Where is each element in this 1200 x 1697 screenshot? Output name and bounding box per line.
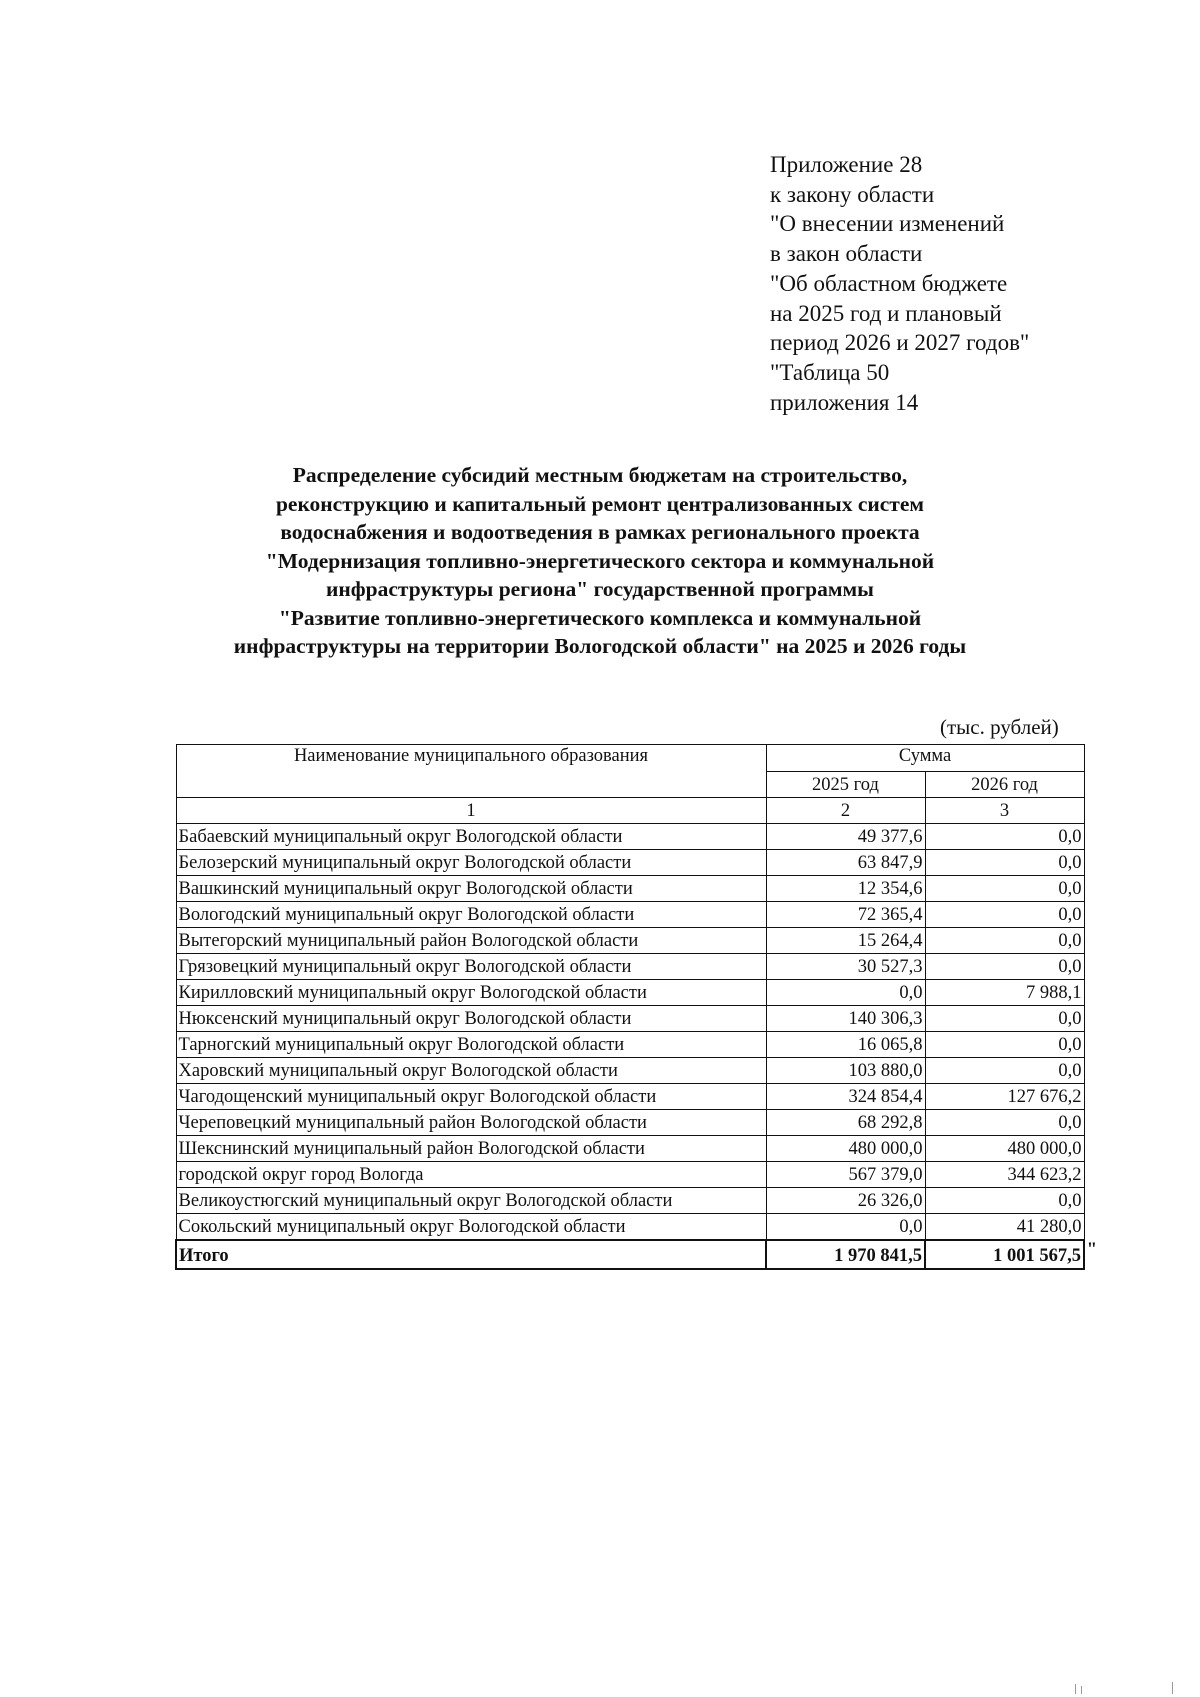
- title-line: "Модернизация топливно-энергетического сектора и коммунальной: [265, 548, 935, 573]
- municipality-name-cell: Вашкинский муниципальный округ Вологодской области: [176, 876, 766, 902]
- amount-2025-cell: 49 377,6: [766, 824, 925, 850]
- total-label: Итого: [176, 1240, 766, 1269]
- table-row: [176, 824, 1084, 850]
- total-2026-value: 1 001 567,5: [993, 1246, 1082, 1266]
- title-line: "Развитие топливно-энергетического комплекса и коммунальной: [278, 605, 922, 630]
- appendix-line: в закон области: [770, 241, 923, 267]
- table-row: [176, 1032, 1084, 1058]
- amount-2026-cell: 480 000,0: [925, 1136, 1084, 1162]
- table-row: [176, 1188, 1084, 1214]
- amount-2026-cell: 0,0: [925, 1058, 1084, 1084]
- amount-2026-cell: 0,0: [925, 850, 1084, 876]
- table-row: [176, 1110, 1084, 1136]
- amount-2025-cell: 15 264,4: [766, 928, 925, 954]
- amount-2025-cell: 0,0: [766, 980, 925, 1006]
- appendix-line: "Таблица 50: [770, 359, 890, 385]
- table-row: [176, 876, 1084, 902]
- municipality-name-cell: Сокольский муниципальный округ Вологодской области: [176, 1214, 766, 1241]
- municipality-name-cell: Великоустюгский муниципальный округ Вологодской области: [176, 1188, 766, 1214]
- header-name-col: Наименование муниципального образования: [176, 745, 766, 798]
- municipality-name-cell: Харовский муниципальный округ Вологодской области: [176, 1058, 766, 1084]
- appendix-line: на 2025 год и плановый: [770, 300, 1002, 326]
- amount-2025-cell: 0,0: [766, 1214, 925, 1241]
- amount-2025-cell: 140 306,3: [766, 1006, 925, 1032]
- municipality-name-cell: Нюксенский муниципальный округ Вологодской области: [176, 1006, 766, 1032]
- total-2025-cell: 1 970 841,5: [766, 1240, 925, 1269]
- municipality-name-cell: городской округ город Вологда: [176, 1162, 766, 1188]
- table-row: [176, 1136, 1084, 1162]
- total-row: [176, 1240, 1084, 1269]
- header-sum-col: Сумма: [766, 745, 1084, 772]
- header-num-1: 1: [176, 798, 766, 824]
- header-year-2025: 2025 год: [766, 772, 925, 798]
- amount-2026-cell: 0,0: [925, 1006, 1084, 1032]
- amount-2025-cell: 480 000,0: [766, 1136, 925, 1162]
- table-row: [176, 954, 1084, 980]
- municipality-name-cell: Тарногский муниципальный округ Вологодской области: [176, 1032, 766, 1058]
- table-row: [176, 1058, 1084, 1084]
- amount-2025-cell: 26 326,0: [766, 1188, 925, 1214]
- header-number-row: [176, 798, 1084, 824]
- municipality-name-cell: Белозерский муниципальный округ Вологодской области: [176, 850, 766, 876]
- amount-2025-cell: 63 847,9: [766, 850, 925, 876]
- table-row: [176, 928, 1084, 954]
- amount-2026-cell: 127 676,2: [925, 1084, 1084, 1110]
- appendix-line: приложения 14: [770, 389, 919, 415]
- municipality-name-cell: Кирилловский муниципальный округ Вологодской области: [176, 980, 766, 1006]
- municipality-name-cell: Вытегорский муниципальный район Вологодской области: [176, 928, 766, 954]
- header-num-2: 2: [766, 798, 925, 824]
- appendix-line: к закону области: [770, 181, 935, 207]
- amount-2025-cell: 16 065,8: [766, 1032, 925, 1058]
- scan-artifact: [1075, 1684, 1076, 1694]
- amount-2026-cell: 7 988,1: [925, 980, 1084, 1006]
- table-row: [176, 1084, 1084, 1110]
- amount-2025-cell: 72 365,4: [766, 902, 925, 928]
- amount-2025-cell: 103 880,0: [766, 1058, 925, 1084]
- amount-2025-cell: 68 292,8: [766, 1110, 925, 1136]
- subsidy-table: [175, 744, 1098, 1270]
- appendix-line: Приложение 28: [770, 152, 923, 177]
- title-line: реконструкцию и капитальный ремонт централизованных систем: [275, 491, 925, 516]
- amount-2026-cell: 0,0: [925, 954, 1084, 980]
- header-num-3: 3: [925, 798, 1084, 824]
- appendix-block: [770, 150, 1029, 417]
- amount-2026-cell: 0,0: [925, 1032, 1084, 1058]
- header-year-2026: 2026 год: [925, 772, 1084, 798]
- amount-2026-cell: 41 280,0: [925, 1214, 1084, 1241]
- municipality-name-cell: Вологодский муниципальный округ Вологодской области: [176, 902, 766, 928]
- appendix-line: "О внесении изменений: [770, 211, 1005, 237]
- amount-2026-cell: 0,0: [925, 1110, 1084, 1136]
- amount-2026-cell: 0,0: [925, 876, 1084, 902]
- amount-2025-cell: 30 527,3: [766, 954, 925, 980]
- municipality-name-cell: Грязовецкий муниципальный округ Вологодской области: [176, 954, 766, 980]
- total-2026-cell: [925, 1240, 1098, 1269]
- municipality-name-cell: Чагодощенский муниципальный округ Вологодской области: [176, 1084, 766, 1110]
- municipality-name-cell: Череповецкий муниципальный район Вологодской области: [176, 1110, 766, 1136]
- amount-2026-cell: 0,0: [925, 928, 1084, 954]
- closing-quote-mark: ": [1086, 1240, 1098, 1260]
- amount-2026-cell: 344 623,2: [925, 1162, 1084, 1188]
- table-row: [176, 980, 1084, 1006]
- title-line: инфраструктуры региона" государственной программы: [326, 577, 874, 601]
- table-row: [176, 850, 1084, 876]
- table-row: [176, 902, 1084, 928]
- table-row: [176, 1162, 1084, 1188]
- appendix-line: период 2026 и 2027 годов": [770, 330, 1030, 356]
- title-line: инфраструктуры на территории Вологодской области" на 2025 и 2026 годы: [233, 634, 967, 658]
- amount-2025-cell: 324 854,4: [766, 1084, 925, 1110]
- table-body: [176, 745, 1098, 1270]
- appendix-line: "Об областном бюджете: [770, 270, 1008, 296]
- amount-2026-cell: 0,0: [925, 1188, 1084, 1214]
- amount-2026-cell: 0,0: [925, 902, 1084, 928]
- table-row: [176, 1214, 1084, 1241]
- amount-2025-cell: 567 379,0: [766, 1162, 925, 1188]
- title-line: Распределение субсидий местным бюджетам на строительство,: [292, 463, 908, 487]
- amount-2026-cell: 0,0: [925, 824, 1084, 850]
- amount-2025-cell: 12 354,6: [766, 876, 925, 902]
- municipality-name-cell: Бабаевский муниципальный округ Вологодской области: [176, 824, 766, 850]
- scan-artifact: [1172, 1682, 1173, 1694]
- table-row: [176, 1006, 1084, 1032]
- header-row: [176, 745, 1084, 772]
- municipality-name-cell: Шекснинский муниципальный район Вологодской области: [176, 1136, 766, 1162]
- document-title: [150, 461, 1050, 661]
- units-label: (тыс. рублей): [940, 715, 1059, 739]
- title-line: водоснабжения и водоотведения в рамках регионального проекта: [280, 520, 920, 544]
- scan-artifact: [1081, 1686, 1082, 1694]
